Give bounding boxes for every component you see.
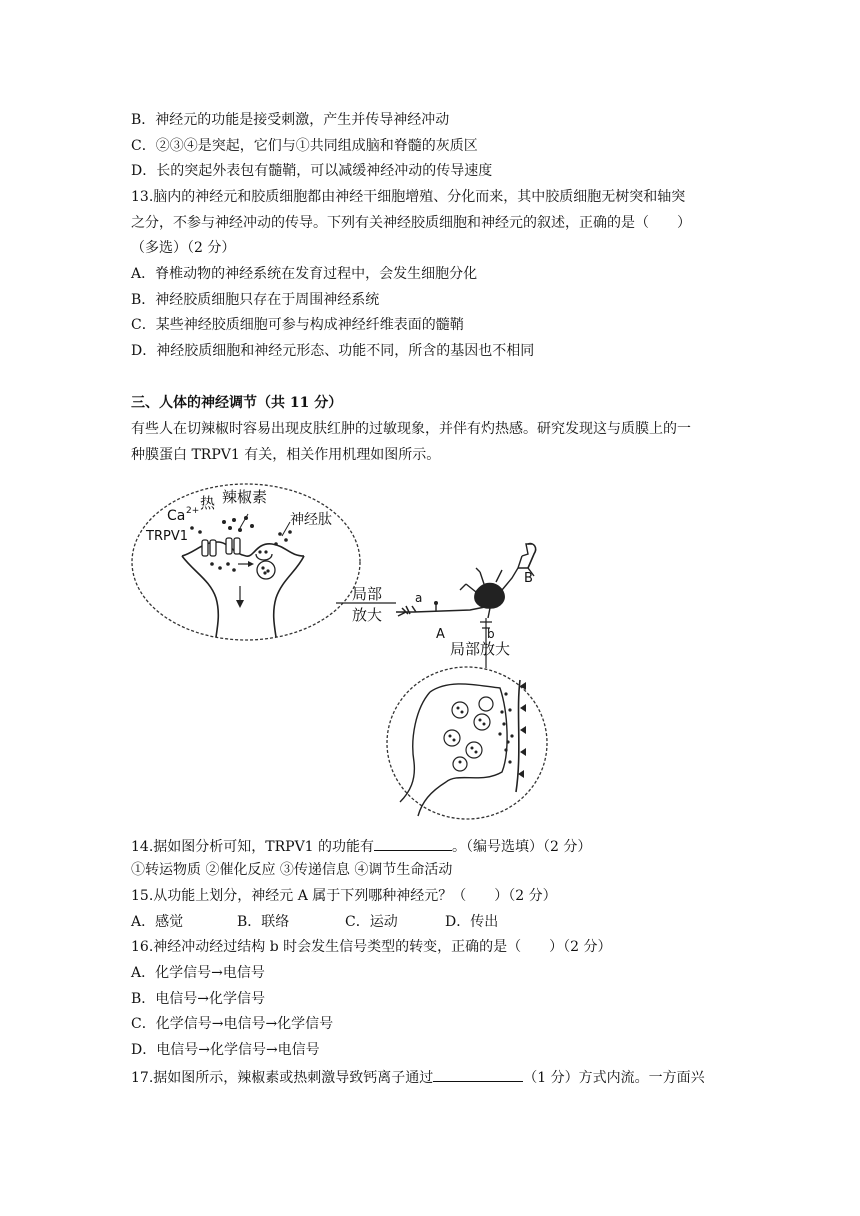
option-13b: B．神经胶质细胞只存在于周围神经系统 xyxy=(131,292,380,308)
heat-label: 热 xyxy=(200,494,216,512)
question-16: 16.神经冲动经过结构 b 时会发生信号类型的转变，正确的是（ ）（2 分） xyxy=(131,939,612,955)
question-13-line1: 13.脑内的神经元和胶质细胞都由神经干细胞增殖、分化而来，其中胶质细胞无树突和轴突 xyxy=(131,189,686,205)
trpv1-label: TRPV1 xyxy=(146,529,188,544)
question-15: 15.从功能上划分，神经元 A 属于下列哪种神经元？（ ）（2 分） xyxy=(131,888,557,904)
q16-option-c: C．化学信号→电信号→化学信号 xyxy=(131,1016,334,1032)
question-15-options xyxy=(131,912,498,932)
zoom-ellipse-bottom xyxy=(387,667,547,819)
label-b: b xyxy=(487,627,495,641)
option-13b-prev: B．神经元的功能是接受刺激，产生并传导神经冲动 xyxy=(131,112,450,128)
neuron-mechanism-figure xyxy=(130,472,550,824)
neuropeptide-label: 神经肽 xyxy=(290,512,332,528)
question-14-text-end: 。（编号选填）（2 分） xyxy=(452,839,592,855)
option-c-prev: C．②③④是突起，它们与①共同组成脑和脊髓的灰质区 xyxy=(131,138,478,154)
q16-option-a: A．化学信号→电信号 xyxy=(131,965,265,981)
section-title: 三、人体的神经调节（共 11 分） xyxy=(131,395,343,411)
zoom-label-2: 局部放大 xyxy=(450,640,511,658)
question-17 xyxy=(131,1066,705,1088)
question-14-text: 14.据如图分析可知，TRPV1 的功能有 xyxy=(131,839,375,855)
q16-option-d: D．电信号→化学信号→电信号 xyxy=(131,1042,320,1058)
question-17-answer-blank[interactable] xyxy=(433,1066,523,1082)
question-13-line3: （多选）（2 分） xyxy=(131,240,236,256)
question-14-answer-blank[interactable] xyxy=(374,835,452,851)
question-17-text-end: （1 分）方式内流。一方面兴 xyxy=(523,1070,705,1086)
option-d-prev: D．长的突起外表包有髓鞘，可以减缓神经冲动的传导速度 xyxy=(131,163,493,179)
ca-label: Ca xyxy=(167,508,186,524)
capsaicin-label: 辣椒素 xyxy=(222,488,268,506)
label-A: A xyxy=(436,627,445,642)
trpv1-channel xyxy=(202,540,208,556)
q15-option-a: A．感觉 xyxy=(131,914,184,930)
question-13-line2: 之分，不参与神经冲动的传导。下列有关神经胶质细胞和神经元的叙述，正确的是（ ） xyxy=(131,215,691,231)
q15-option-c: C．运动 xyxy=(345,914,398,930)
intro-line2: 种膜蛋白 TRPV1 有关，相关作用机理如图所示。 xyxy=(131,447,441,463)
option-13d: D．神经胶质细胞和神经元形态、功能不同，所含的基因也不相同 xyxy=(131,343,535,359)
zoom-label-1b: 放大 xyxy=(352,606,383,624)
q15-option-d: D．传出 xyxy=(445,914,499,930)
question-14 xyxy=(131,835,591,857)
option-13a: A．脊椎动物的神经系统在发育过程中，会发生细胞分化 xyxy=(131,266,478,282)
zoom-label-1a: 局部 xyxy=(352,585,383,603)
q16-option-b: B．电信号→化学信号 xyxy=(131,991,266,1007)
question-17-text: 17.据如图所示，辣椒素或热刺激导致钙离子通过 xyxy=(131,1070,434,1086)
option-13c: C．某些神经胶质细胞可参与构成神经纤维表面的髓鞘 xyxy=(131,317,464,333)
label-a: a xyxy=(415,591,423,605)
question-14-options: ①转运物质 ②催化反应 ③传递信息 ④调节生命活动 xyxy=(131,862,453,878)
q15-option-b: B．联络 xyxy=(237,914,290,930)
intro-line1: 有些人在切辣椒时容易出现皮肤红肿的过敏现象，并伴有灼热感。研究发现这与质膜上的一 xyxy=(131,421,691,437)
ca-sup-label: 2+ xyxy=(186,506,200,516)
label-B: B xyxy=(524,571,533,586)
